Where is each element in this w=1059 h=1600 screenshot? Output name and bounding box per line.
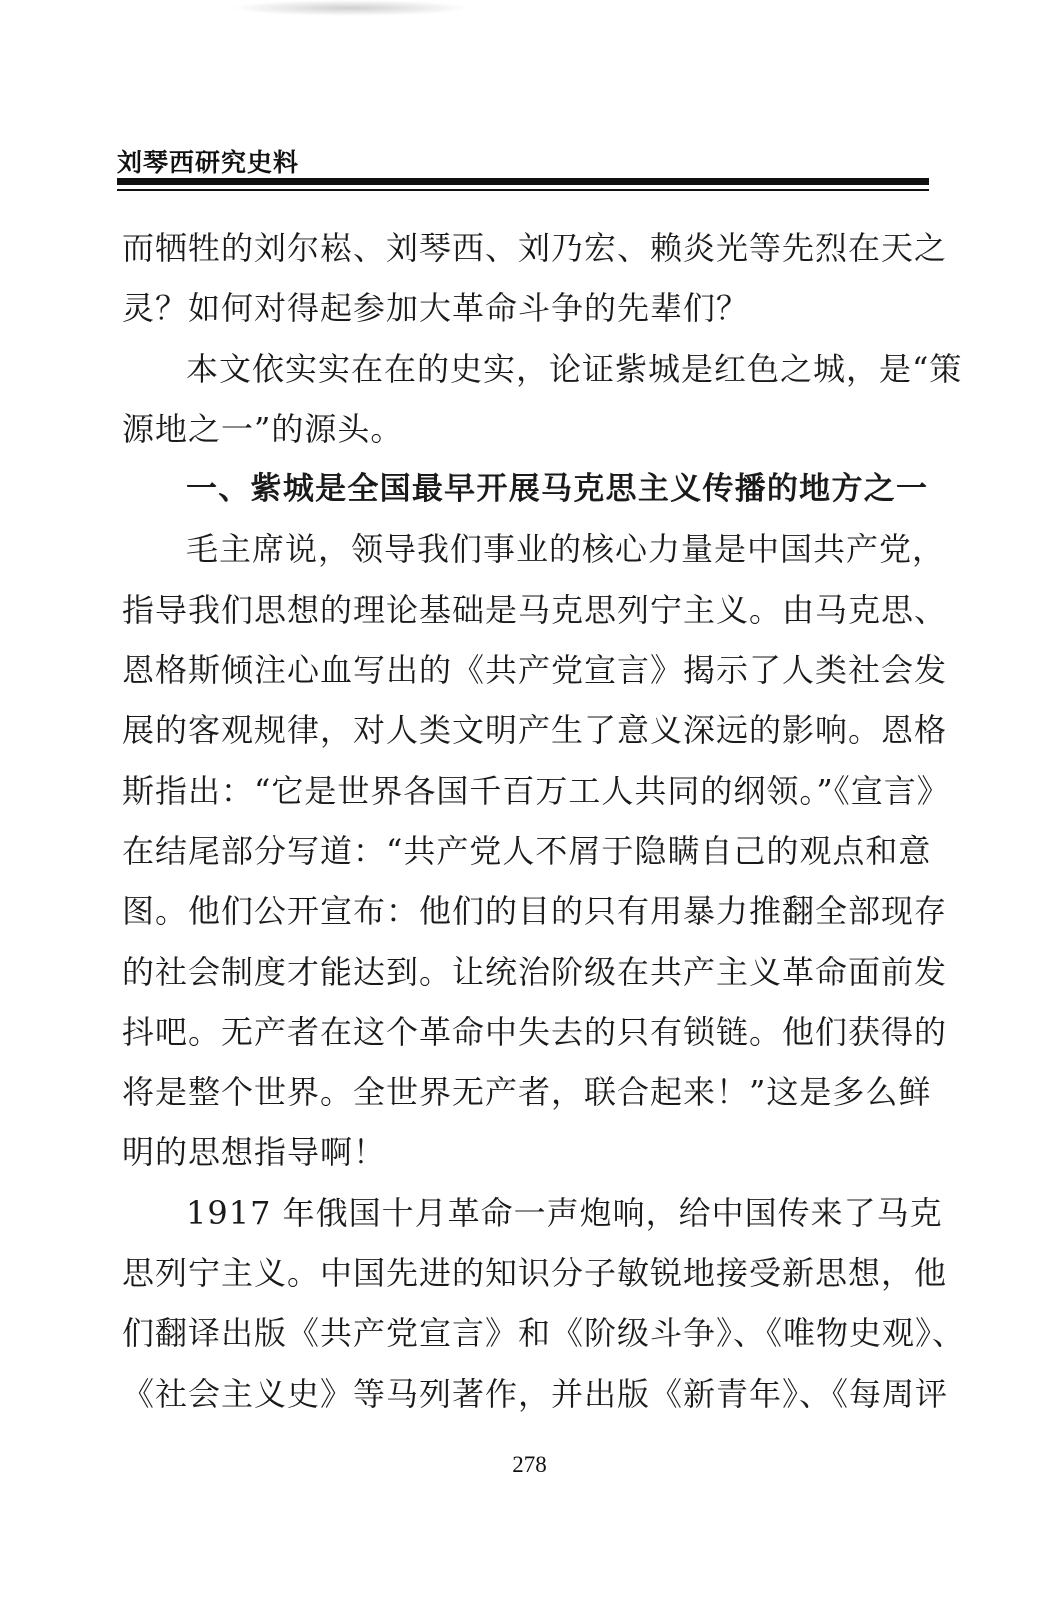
body-text xyxy=(122,218,966,1424)
header-rule-thick xyxy=(117,178,929,185)
text-line: 《社会主义史》等马列著作，并出版《新青年》、《每周评 xyxy=(122,1374,949,1413)
text-line: 思列宁主义。中国先进的知识分子敏锐地接受新思想，他 xyxy=(122,1254,948,1293)
text-line: 在结尾部分写道：“共产党人不屑于隐瞒自己的观点和意 xyxy=(122,831,932,870)
text-line: 本文依实实在在的史实，论证紫城是红色之城，是“策 xyxy=(186,349,963,388)
section-heading: 一、紫城是全国最早开展马克思主义传播的地方之一 xyxy=(186,471,928,508)
text-line: 指导我们思想的理论基础是马克思列宁主义。由马克思、 xyxy=(122,590,948,629)
text-line: 斯指出：“它是世界各国千百万工人共同的纲领。”《宣言》 xyxy=(122,771,950,810)
text-line: 们翻译出版《共产党宣言》和《阶级斗争》、《唯物史观》、 xyxy=(122,1314,966,1353)
scan-edge-shadow xyxy=(230,0,470,16)
text-line: 毛主席说，领导我们事业的核心力量是中国共产党， xyxy=(186,530,946,569)
text-line: 灵？如何对得起参加大革命斗争的先辈们？ xyxy=(122,289,750,328)
text-line: 将是整个世界。全世界无产者，联合起来！”这是多么鲜 xyxy=(122,1073,932,1112)
text-line: 明的思想指导啊！ xyxy=(122,1133,387,1172)
text-line: 展的客观规律，对人类文明产生了意义深远的影响。恩格 xyxy=(122,711,948,750)
text-line: 而牺牲的刘尔崧、刘琴西、刘乃宏、赖炎光等先烈在天之 xyxy=(122,229,948,267)
text-line: 源地之一”的源头。 xyxy=(122,409,404,448)
header-rule-thin xyxy=(117,189,929,191)
text-line: 1917 年俄国十月革命一声炮响，给中国传来了马克 xyxy=(186,1193,943,1232)
text-line: 的社会制度才能达到。让统治阶级在共产主义革命面前发 xyxy=(122,952,948,991)
running-header-title: 刘琴西研究史料 xyxy=(117,148,300,177)
text-line: 抖吧。无产者在这个革命中失去的只有锁链。他们获得的 xyxy=(122,1012,948,1051)
text-line: 恩格斯倾注心血写出的《共产党宣言》揭示了人类社会发 xyxy=(122,651,948,690)
page-number: 278 xyxy=(512,1452,547,1477)
text-line: 图。他们公开宣布：他们的目的只有用暴力推翻全部现存 xyxy=(122,892,948,931)
